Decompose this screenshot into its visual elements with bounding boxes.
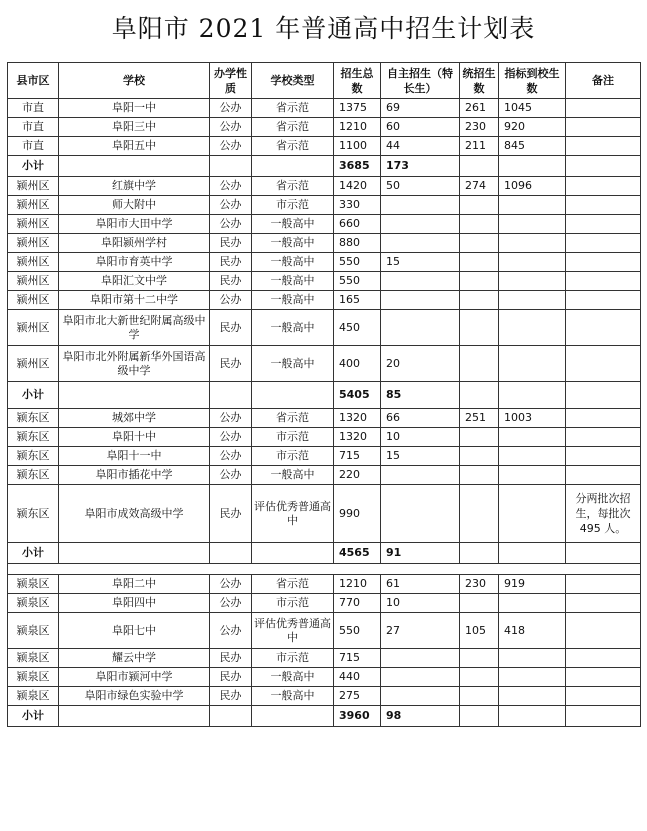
cell-nature: 民办 xyxy=(210,668,252,687)
cell-unified xyxy=(460,594,499,613)
cell-unified xyxy=(460,485,499,543)
cell-county: 市直 xyxy=(8,99,59,118)
page-title: 阜阳市 2021 年普通高中招生计划表 xyxy=(111,14,536,43)
cell-quota: 920 xyxy=(499,118,566,137)
table-row xyxy=(8,485,641,543)
cell-county: 颍泉区 xyxy=(8,575,59,594)
cell-county: 颍泉区 xyxy=(8,668,59,687)
cell-self xyxy=(381,649,460,668)
cell-total: 715 xyxy=(334,447,381,466)
cell-unified xyxy=(460,447,499,466)
cell-unified: 105 xyxy=(460,613,499,649)
cell-total: 1320 xyxy=(334,409,381,428)
header-quota: 指标到校生数 xyxy=(499,63,566,99)
cell-county: 颍州区 xyxy=(8,310,59,346)
cell-school: 阜阳市大田中学 xyxy=(59,215,210,234)
cell-type: 市示范 xyxy=(252,428,334,447)
table-row xyxy=(8,447,641,466)
table-row xyxy=(8,118,641,137)
header-nature: 办学性质 xyxy=(210,63,252,99)
cell-quota xyxy=(499,346,566,382)
cell-note xyxy=(566,687,641,706)
subtotal-empty xyxy=(252,156,334,177)
cell-county: 颍泉区 xyxy=(8,687,59,706)
subtotal-empty xyxy=(252,706,334,727)
subtotal-label: 小计 xyxy=(8,706,59,727)
header-note: 备注 xyxy=(566,63,641,99)
subtotal-empty xyxy=(566,706,641,727)
cell-nature: 民办 xyxy=(210,485,252,543)
cell-self xyxy=(381,466,460,485)
subtotal-empty xyxy=(59,156,210,177)
subtotal-label: 小计 xyxy=(8,156,59,177)
cell-type: 省示范 xyxy=(252,137,334,156)
cell-nature: 民办 xyxy=(210,253,252,272)
cell-quota xyxy=(499,310,566,346)
cell-note xyxy=(566,575,641,594)
cell-type: 一般高中 xyxy=(252,253,334,272)
cell-type: 市示范 xyxy=(252,447,334,466)
cell-unified: 274 xyxy=(460,177,499,196)
subtotal-total: 3960 xyxy=(334,706,381,727)
table-row xyxy=(8,177,641,196)
cell-self: 60 xyxy=(381,118,460,137)
cell-nature: 民办 xyxy=(210,687,252,706)
cell-quota xyxy=(499,272,566,291)
cell-unified: 230 xyxy=(460,575,499,594)
table-row xyxy=(8,310,641,346)
cell-note xyxy=(566,409,641,428)
cell-school: 阜阳市北外附属新华外国语高级中学 xyxy=(59,346,210,382)
table-row xyxy=(8,668,641,687)
cell-school: 阜阳市插花中学 xyxy=(59,466,210,485)
cell-nature: 公办 xyxy=(210,613,252,649)
subtotal-total: 3685 xyxy=(334,156,381,177)
subtotal-empty xyxy=(210,156,252,177)
cell-self: 61 xyxy=(381,575,460,594)
cell-county: 颍州区 xyxy=(8,177,59,196)
cell-note: 分两批次招生，每批次 495 人。 xyxy=(566,485,641,543)
cell-nature: 民办 xyxy=(210,272,252,291)
cell-county: 市直 xyxy=(8,118,59,137)
cell-self xyxy=(381,272,460,291)
table-row xyxy=(8,466,641,485)
cell-type: 省示范 xyxy=(252,99,334,118)
cell-self: 50 xyxy=(381,177,460,196)
cell-nature: 公办 xyxy=(210,575,252,594)
cell-type: 一般高中 xyxy=(252,346,334,382)
subtotal-self: 173 xyxy=(381,156,460,177)
cell-quota xyxy=(499,687,566,706)
subtotal-self: 91 xyxy=(381,543,460,564)
cell-self: 27 xyxy=(381,613,460,649)
cell-unified xyxy=(460,215,499,234)
cell-note xyxy=(566,466,641,485)
cell-unified xyxy=(460,291,499,310)
cell-total: 1375 xyxy=(334,99,381,118)
cell-type: 省示范 xyxy=(252,177,334,196)
cell-school: 阜阳市绿色实验中学 xyxy=(59,687,210,706)
cell-total: 1320 xyxy=(334,428,381,447)
cell-school: 阜阳三中 xyxy=(59,118,210,137)
table-row xyxy=(8,409,641,428)
cell-unified xyxy=(460,234,499,253)
cell-self xyxy=(381,291,460,310)
cell-nature: 公办 xyxy=(210,137,252,156)
cell-total: 440 xyxy=(334,668,381,687)
table-row xyxy=(8,428,641,447)
cell-quota xyxy=(499,466,566,485)
cell-county: 颍州区 xyxy=(8,253,59,272)
cell-quota xyxy=(499,485,566,543)
table-row xyxy=(8,137,641,156)
cell-note xyxy=(566,310,641,346)
cell-self xyxy=(381,668,460,687)
cell-nature: 民办 xyxy=(210,234,252,253)
subtotal-empty xyxy=(210,706,252,727)
cell-unified xyxy=(460,196,499,215)
cell-note xyxy=(566,291,641,310)
enrollment-plan-table xyxy=(7,62,641,727)
cell-total: 400 xyxy=(334,346,381,382)
cell-type: 省示范 xyxy=(252,118,334,137)
cell-type: 一般高中 xyxy=(252,291,334,310)
cell-type: 市示范 xyxy=(252,649,334,668)
cell-self xyxy=(381,310,460,346)
subtotal-row xyxy=(8,156,641,177)
cell-note xyxy=(566,99,641,118)
cell-unified xyxy=(460,310,499,346)
cell-note xyxy=(566,272,641,291)
cell-school: 阜阳七中 xyxy=(59,613,210,649)
cell-county: 颍东区 xyxy=(8,485,59,543)
cell-note xyxy=(566,196,641,215)
header-row xyxy=(8,63,641,99)
subtotal-empty xyxy=(59,706,210,727)
cell-school: 城郊中学 xyxy=(59,409,210,428)
cell-school: 阜阳四中 xyxy=(59,594,210,613)
cell-quota: 1003 xyxy=(499,409,566,428)
cell-self xyxy=(381,485,460,543)
table-body xyxy=(8,99,641,727)
cell-unified xyxy=(460,649,499,668)
cell-unified xyxy=(460,668,499,687)
subtotal-empty xyxy=(460,706,499,727)
cell-self: 10 xyxy=(381,594,460,613)
subtotal-empty xyxy=(499,543,566,564)
subtotal-row xyxy=(8,706,641,727)
cell-self xyxy=(381,234,460,253)
cell-quota xyxy=(499,428,566,447)
cell-total: 330 xyxy=(334,196,381,215)
cell-nature: 公办 xyxy=(210,594,252,613)
subtotal-self: 85 xyxy=(381,382,460,409)
header-county: 县市区 xyxy=(8,63,59,99)
cell-school: 阜阳五中 xyxy=(59,137,210,156)
cell-total: 1100 xyxy=(334,137,381,156)
cell-note xyxy=(566,215,641,234)
subtotal-empty xyxy=(59,543,210,564)
subtotal-empty xyxy=(210,382,252,409)
table-row xyxy=(8,594,641,613)
subtotal-empty xyxy=(460,543,499,564)
cell-school: 阜阳二中 xyxy=(59,575,210,594)
cell-total: 1210 xyxy=(334,118,381,137)
table-row xyxy=(8,253,641,272)
subtotal-total: 4565 xyxy=(334,543,381,564)
cell-school: 阜阳市成效高级中学 xyxy=(59,485,210,543)
subtotal-empty xyxy=(252,543,334,564)
cell-note xyxy=(566,234,641,253)
cell-quota xyxy=(499,215,566,234)
table-row xyxy=(8,215,641,234)
cell-school: 阜阳颍州学村 xyxy=(59,234,210,253)
cell-total: 1210 xyxy=(334,575,381,594)
cell-total: 770 xyxy=(334,594,381,613)
cell-nature: 公办 xyxy=(210,447,252,466)
cell-note xyxy=(566,428,641,447)
cell-unified xyxy=(460,272,499,291)
cell-quota: 1096 xyxy=(499,177,566,196)
cell-self xyxy=(381,196,460,215)
cell-unified: 261 xyxy=(460,99,499,118)
cell-total: 550 xyxy=(334,272,381,291)
cell-nature: 民办 xyxy=(210,649,252,668)
header-unified: 统招生数 xyxy=(460,63,499,99)
header-total: 招生总数 xyxy=(334,63,381,99)
cell-self: 66 xyxy=(381,409,460,428)
subtotal-row xyxy=(8,382,641,409)
cell-total: 715 xyxy=(334,649,381,668)
cell-quota: 919 xyxy=(499,575,566,594)
cell-unified: 211 xyxy=(460,137,499,156)
section-gap xyxy=(8,564,641,575)
cell-county: 颍东区 xyxy=(8,409,59,428)
cell-nature: 公办 xyxy=(210,428,252,447)
table-row xyxy=(8,687,641,706)
cell-quota xyxy=(499,447,566,466)
subtotal-empty xyxy=(59,382,210,409)
cell-nature: 公办 xyxy=(210,215,252,234)
subtotal-label: 小计 xyxy=(8,382,59,409)
cell-type: 一般高中 xyxy=(252,687,334,706)
cell-unified xyxy=(460,687,499,706)
table-row xyxy=(8,99,641,118)
cell-unified: 230 xyxy=(460,118,499,137)
table-row xyxy=(8,272,641,291)
cell-total: 550 xyxy=(334,253,381,272)
cell-type: 评估优秀普通高中 xyxy=(252,613,334,649)
cell-type: 一般高中 xyxy=(252,668,334,687)
subtotal-empty xyxy=(499,706,566,727)
cell-county: 市直 xyxy=(8,137,59,156)
header-type: 学校类型 xyxy=(252,63,334,99)
cell-quota xyxy=(499,291,566,310)
cell-type: 一般高中 xyxy=(252,272,334,291)
cell-county: 颍州区 xyxy=(8,346,59,382)
cell-total: 660 xyxy=(334,215,381,234)
cell-type: 市示范 xyxy=(252,196,334,215)
subtotal-empty xyxy=(499,382,566,409)
cell-self xyxy=(381,215,460,234)
subtotal-empty xyxy=(566,543,641,564)
cell-unified: 251 xyxy=(460,409,499,428)
cell-quota: 845 xyxy=(499,137,566,156)
cell-self: 15 xyxy=(381,447,460,466)
table-row xyxy=(8,234,641,253)
cell-county: 颍东区 xyxy=(8,428,59,447)
cell-unified xyxy=(460,346,499,382)
cell-county: 颍泉区 xyxy=(8,613,59,649)
cell-nature: 公办 xyxy=(210,409,252,428)
table-row xyxy=(8,575,641,594)
cell-note xyxy=(566,447,641,466)
cell-self xyxy=(381,687,460,706)
subtotal-self: 98 xyxy=(381,706,460,727)
cell-note xyxy=(566,118,641,137)
cell-school: 阜阳市北大新世纪附属高级中学 xyxy=(59,310,210,346)
cell-self: 20 xyxy=(381,346,460,382)
cell-county: 颍泉区 xyxy=(8,649,59,668)
cell-school: 阜阳一中 xyxy=(59,99,210,118)
subtotal-total: 5405 xyxy=(334,382,381,409)
cell-quota xyxy=(499,253,566,272)
cell-note xyxy=(566,668,641,687)
cell-quota xyxy=(499,196,566,215)
cell-quota: 1045 xyxy=(499,99,566,118)
cell-nature: 公办 xyxy=(210,99,252,118)
cell-school: 阜阳市颍河中学 xyxy=(59,668,210,687)
cell-nature: 公办 xyxy=(210,291,252,310)
cell-quota xyxy=(499,649,566,668)
cell-quota xyxy=(499,594,566,613)
cell-school: 阜阳汇文中学 xyxy=(59,272,210,291)
cell-self: 69 xyxy=(381,99,460,118)
subtotal-label: 小计 xyxy=(8,543,59,564)
cell-school: 耀云中学 xyxy=(59,649,210,668)
cell-note xyxy=(566,253,641,272)
cell-nature: 民办 xyxy=(210,346,252,382)
cell-unified xyxy=(460,428,499,447)
cell-school: 阜阳市育英中学 xyxy=(59,253,210,272)
cell-total: 990 xyxy=(334,485,381,543)
subtotal-empty xyxy=(460,156,499,177)
cell-total: 165 xyxy=(334,291,381,310)
cell-school: 阜阳十一中 xyxy=(59,447,210,466)
section-gap-cell xyxy=(8,564,641,575)
cell-total: 220 xyxy=(334,466,381,485)
cell-nature: 公办 xyxy=(210,118,252,137)
cell-county: 颍东区 xyxy=(8,447,59,466)
table-row xyxy=(8,291,641,310)
cell-type: 市示范 xyxy=(252,594,334,613)
cell-type: 省示范 xyxy=(252,575,334,594)
cell-note xyxy=(566,594,641,613)
cell-unified xyxy=(460,466,499,485)
cell-county: 颍州区 xyxy=(8,196,59,215)
subtotal-empty xyxy=(460,382,499,409)
table-row xyxy=(8,649,641,668)
cell-type: 一般高中 xyxy=(252,310,334,346)
cell-quota xyxy=(499,668,566,687)
cell-unified xyxy=(460,253,499,272)
subtotal-empty xyxy=(566,382,641,409)
cell-quota: 418 xyxy=(499,613,566,649)
cell-county: 颍州区 xyxy=(8,291,59,310)
cell-school: 阜阳十中 xyxy=(59,428,210,447)
header-self: 自主招生（特长生） xyxy=(381,63,460,99)
cell-self: 15 xyxy=(381,253,460,272)
cell-note xyxy=(566,346,641,382)
cell-school: 红旗中学 xyxy=(59,177,210,196)
cell-type: 一般高中 xyxy=(252,466,334,485)
subtotal-row xyxy=(8,543,641,564)
cell-total: 880 xyxy=(334,234,381,253)
cell-county: 颍州区 xyxy=(8,215,59,234)
cell-nature: 公办 xyxy=(210,466,252,485)
cell-total: 550 xyxy=(334,613,381,649)
table-row xyxy=(8,346,641,382)
subtotal-empty xyxy=(252,382,334,409)
cell-self: 10 xyxy=(381,428,460,447)
cell-nature: 公办 xyxy=(210,196,252,215)
cell-nature: 公办 xyxy=(210,177,252,196)
subtotal-empty xyxy=(210,543,252,564)
cell-note xyxy=(566,137,641,156)
cell-county: 颍东区 xyxy=(8,466,59,485)
cell-total: 275 xyxy=(334,687,381,706)
cell-total: 450 xyxy=(334,310,381,346)
header-school: 学校 xyxy=(59,63,210,99)
cell-quota xyxy=(499,234,566,253)
subtotal-empty xyxy=(499,156,566,177)
cell-county: 颍州区 xyxy=(8,272,59,291)
cell-note xyxy=(566,177,641,196)
cell-type: 省示范 xyxy=(252,409,334,428)
table-row xyxy=(8,613,641,649)
cell-note xyxy=(566,613,641,649)
table-row xyxy=(8,196,641,215)
cell-type: 评估优秀普通高中 xyxy=(252,485,334,543)
cell-note xyxy=(566,649,641,668)
cell-self: 44 xyxy=(381,137,460,156)
cell-type: 一般高中 xyxy=(252,215,334,234)
cell-county: 颍泉区 xyxy=(8,594,59,613)
subtotal-empty xyxy=(566,156,641,177)
cell-county: 颍州区 xyxy=(8,234,59,253)
cell-type: 一般高中 xyxy=(252,234,334,253)
cell-school: 师大附中 xyxy=(59,196,210,215)
cell-total: 1420 xyxy=(334,177,381,196)
cell-school: 阜阳市第十二中学 xyxy=(59,291,210,310)
cell-nature: 民办 xyxy=(210,310,252,346)
